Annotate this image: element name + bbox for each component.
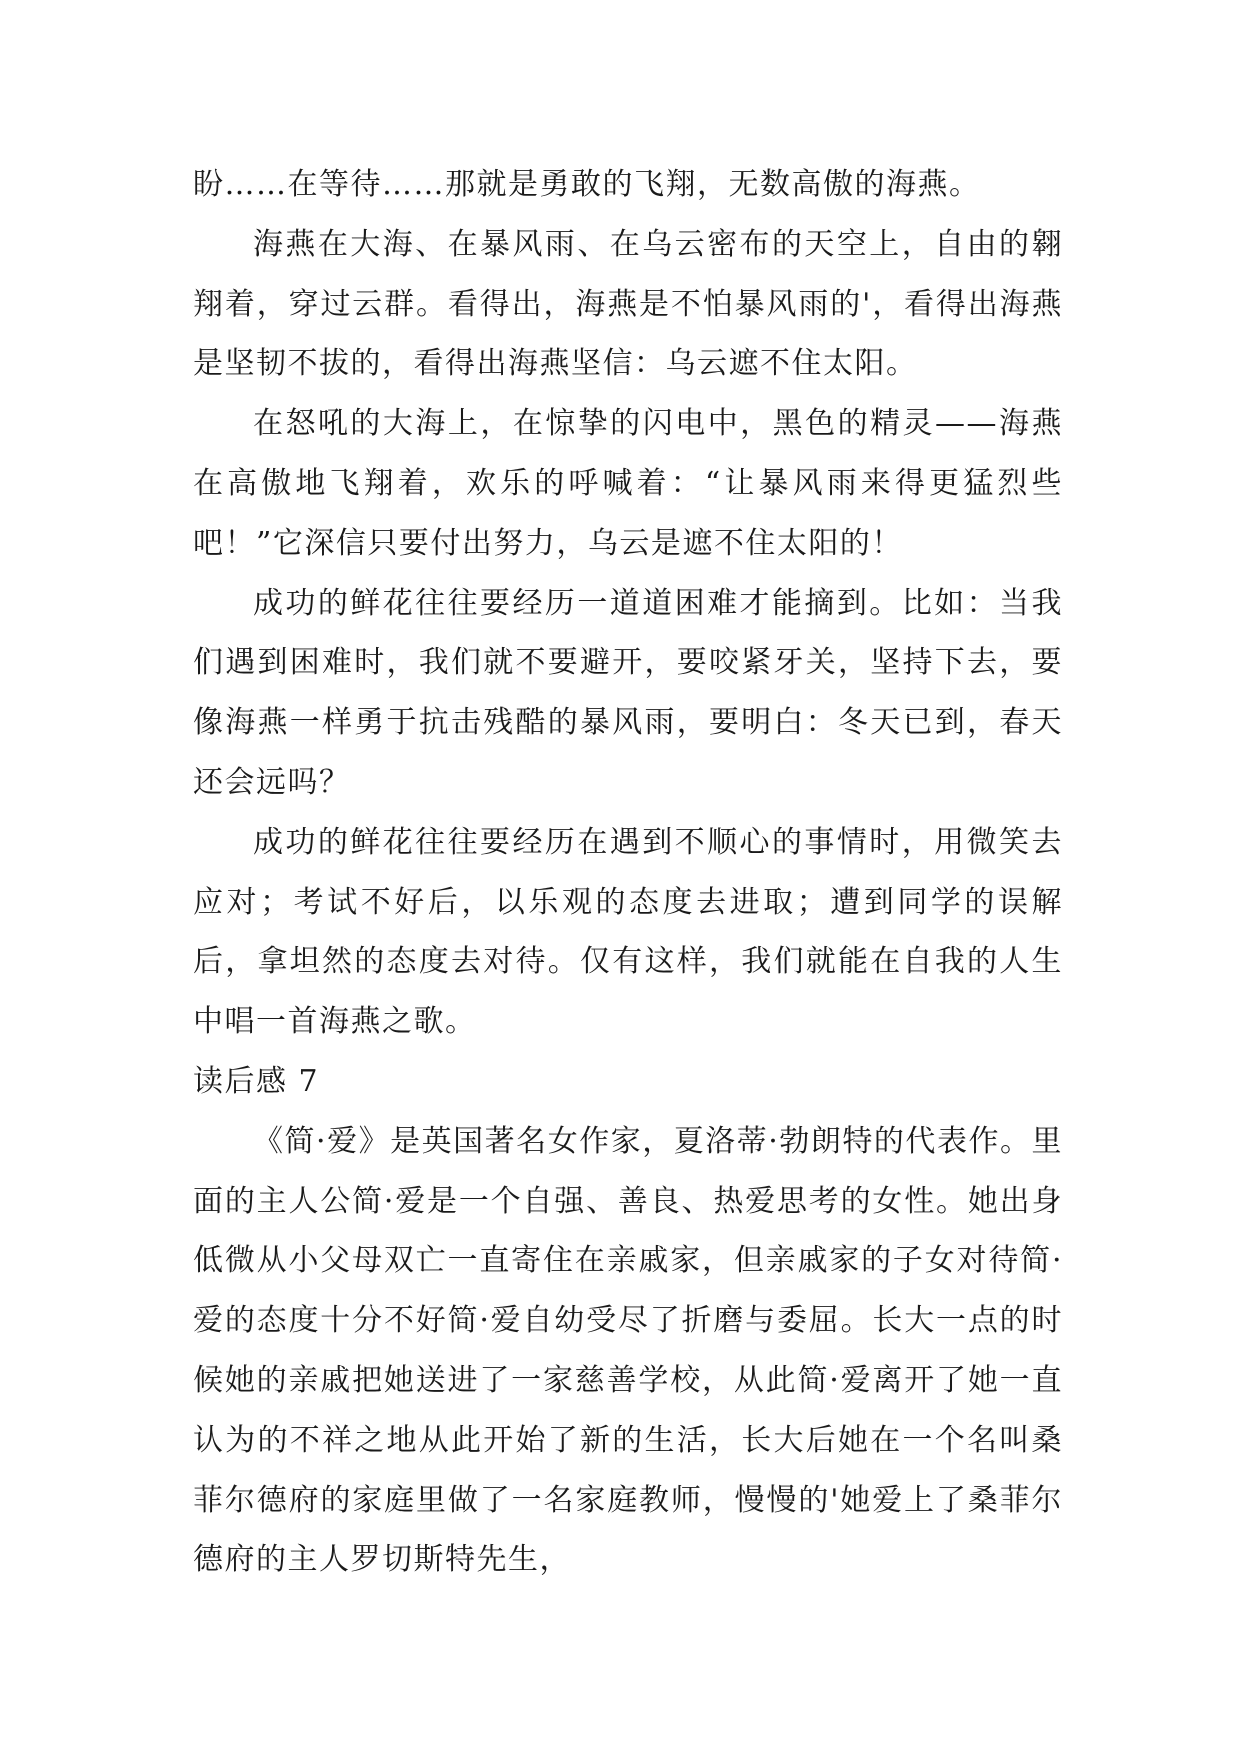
- paragraph-jane-eyre: 《简·爱》是英国著名女作家，夏洛蒂·勃朗特的代表作。里面的主人公简·爱是一个自强、善良、热爱思考的女性。她出身低微从小父母双亡一直寄住在亲戚家，但亲戚家的子女对待简·爱的态度十分不好简·爱自幼受尽了折磨与委屈。长大一点的时候她的亲戚把她送进了一家慈善学校，从此简·爱离开了她一直认为的不祥之地从此开始了新的生活，长大后她在一个名叫桑菲尔德府的家庭里做了一名家庭教师，慢慢的'她爱上了桑菲尔德府的主人罗切斯特先生，: [193, 1123, 1063, 1578]
- document-body: [193, 155, 1063, 1590]
- paragraph-continuation: 盼……在等待……那就是勇敢的飞翔，无数高傲的海燕。: [193, 167, 981, 202]
- paragraph-success-difficulty: 成功的鲜花往往要经历一道道困难才能摘到。比如：当我们遇到困难时，我们就不要避开，要咬紧牙关，坚持下去，要像海燕一样勇于抗击残酷的暴风雨，要明白：冬天已到，春天还会远吗？: [193, 585, 1063, 800]
- section-heading: 读后感 7: [193, 1063, 320, 1099]
- paragraph-petrel-storm: 在怒吼的大海上，在惊挚的闪电中，黑色的精灵——海燕在高傲地飞翔着，欢乐的呼喊着：“让暴风雨来得更猛烈些吧！”它深信只要付出努力，乌云是遮不住太阳的！: [193, 406, 1063, 561]
- paragraph-success-attitude: 成功的鲜花往往要经历在遇到不顺心的事情时，用微笑去应对；考试不好后，以乐观的态度去进取；遭到同学的误解后，拿坦然的态度去对待。仅有这样，我们就能在自我的人生中唱一首海燕之歌。: [193, 824, 1063, 1040]
- paragraph-petrel-flight: 海燕在大海、在暴风雨、在乌云密布的天空上，自由的翱翔着，穿过云群。看得出，海燕是不怕暴风雨的'，看得出海燕是坚韧不拔的，看得出海燕坚信：乌云遮不住太阳。: [193, 226, 1063, 382]
